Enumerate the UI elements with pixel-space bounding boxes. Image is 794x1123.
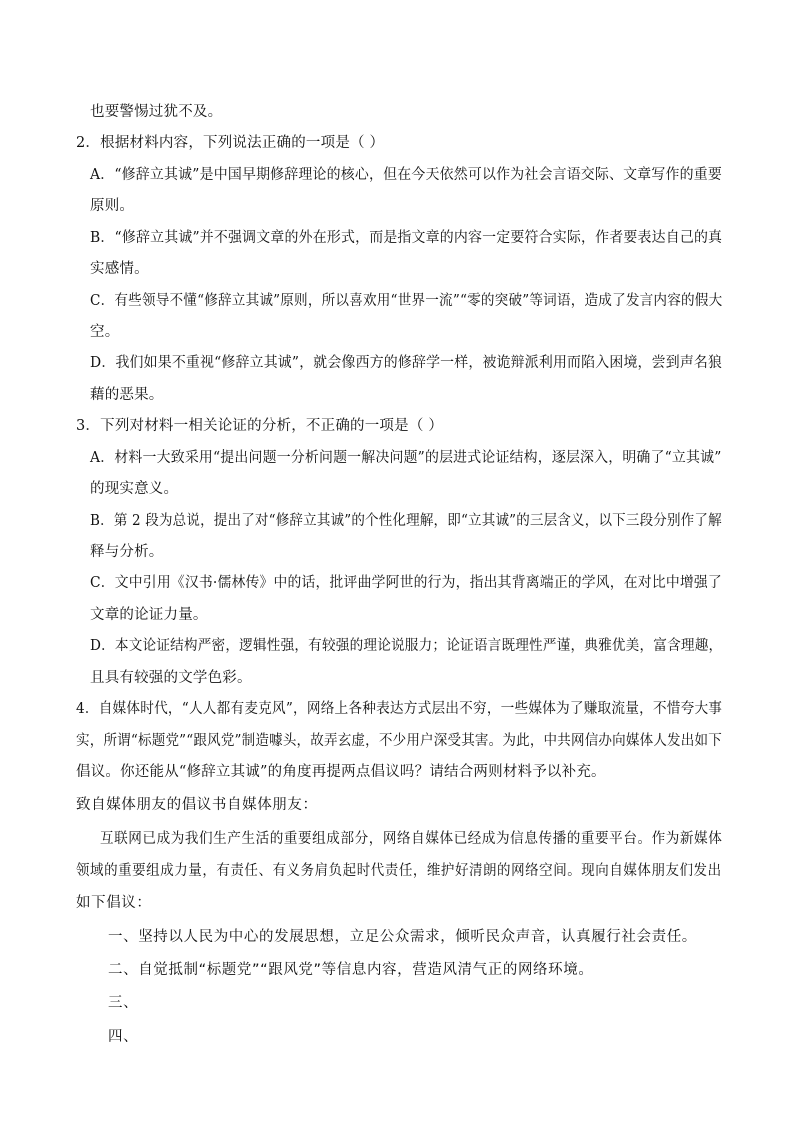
- option-3b-cont: 释与分析。: [90, 544, 164, 560]
- question-4: 4．自媒体时代，“人人都有麦克风”，网络上各种表达方式层出不穷，一些媒体为了赚取流量，不惜夸大事: [76, 701, 723, 717]
- letter-item-1: 一、坚持以人民为中心的发展思想，立足公众需求，倾听民众声音，认真履行社会责任。: [108, 929, 697, 945]
- option-3b: B．第 2 段为总说，提出了对“修辞立其诚”的个性化理解，即“立其诚”的三层含义，以下三段分别作了解: [90, 513, 722, 529]
- option-2c-cont: 空。: [90, 324, 120, 340]
- question-2: 2．根据材料内容，下列说法正确的一项是（ ）: [76, 135, 385, 151]
- question-3: 3．下列对材料一相关论证的分析，不正确的一项是（ ）: [76, 418, 444, 434]
- letter-paragraph: 互联网已成为我们生产生活的重要组成部分，网络自媒体已经成为信息传播的重要平台。作为新媒体: [100, 831, 723, 847]
- option-2d: D．我们如果不重视“修辞立其诚”，就会像西方的修辞学一样，被诡辩派利用而陷入困境，尝到声名狼: [90, 355, 723, 371]
- letter-item-2: 二、自觉抵制“标题党”“跟风党”等信息内容，营造风清气正的网络环境。: [108, 962, 594, 978]
- option-2a: A．“修辞立其诚”是中国早期修辞理论的核心，但在今天依然可以作为社会言语交际、文章写作的重要: [90, 167, 723, 183]
- option-3a: A．材料一大致采用“提出问题一分析问题一解决问题”的层进式论证结构，逐层深入，明确了“立其诚”: [90, 450, 722, 466]
- letter-item-3: 三、: [108, 995, 139, 1011]
- option-2a-cont: 原则。: [90, 198, 135, 214]
- option-2b: B．“修辞立其诚”并不强调文章的外在形式，而是指文章的内容一定要符合实际，作者要表达自己的真: [90, 230, 723, 246]
- option-2c: C．有些领导不懂“修辞立其诚”原则，所以喜欢用“世界一流”“零的突破”等词语，造成了发言内容的假大: [90, 293, 723, 309]
- question-4-cont: 实，所谓“标题党”“跟风党”制造噱头，故弄玄虚，不少用户深受其害。为此，中共网信办向媒体人发出如下: [76, 733, 722, 749]
- option-2b-cont: 实感情。: [90, 261, 149, 277]
- letter-paragraph-cont: 如下倡议：: [76, 895, 152, 911]
- option-3c: C．文中引用《汉书·儒林传》中的话，批评曲学阿世的行为，指出其背离端正的学风，在对比中增强了: [90, 575, 722, 591]
- option-3a-cont: 的现实意义。: [90, 481, 179, 497]
- letter-title: 致自媒体朋友的倡议书自媒体朋友：: [76, 797, 318, 813]
- option-3d: D．本文论证结构严密，逻辑性强，有较强的理论说服力；论证语言既理性严谨，典雅优美，富含理趣，: [90, 638, 723, 654]
- option-3d-cont: 且具有较强的文学色彩。: [90, 670, 252, 686]
- text-line: 也要警惕过犹不及。: [90, 104, 223, 120]
- option-3c-cont: 文章的论证力量。: [90, 607, 208, 623]
- question-4-cont: 倡议。你还能从“修辞立其诚”的角度再提两点倡议吗？请结合两则材料予以补充。: [76, 764, 606, 780]
- letter-paragraph-cont: 领域的重要组成力量，有责任、有义务肩负起时代责任，维护好清朗的网络空间。现向自媒体朋友们发出: [76, 863, 722, 879]
- option-2d-cont: 藉的恶果。: [90, 387, 164, 403]
- letter-item-4: 四、: [108, 1029, 139, 1045]
